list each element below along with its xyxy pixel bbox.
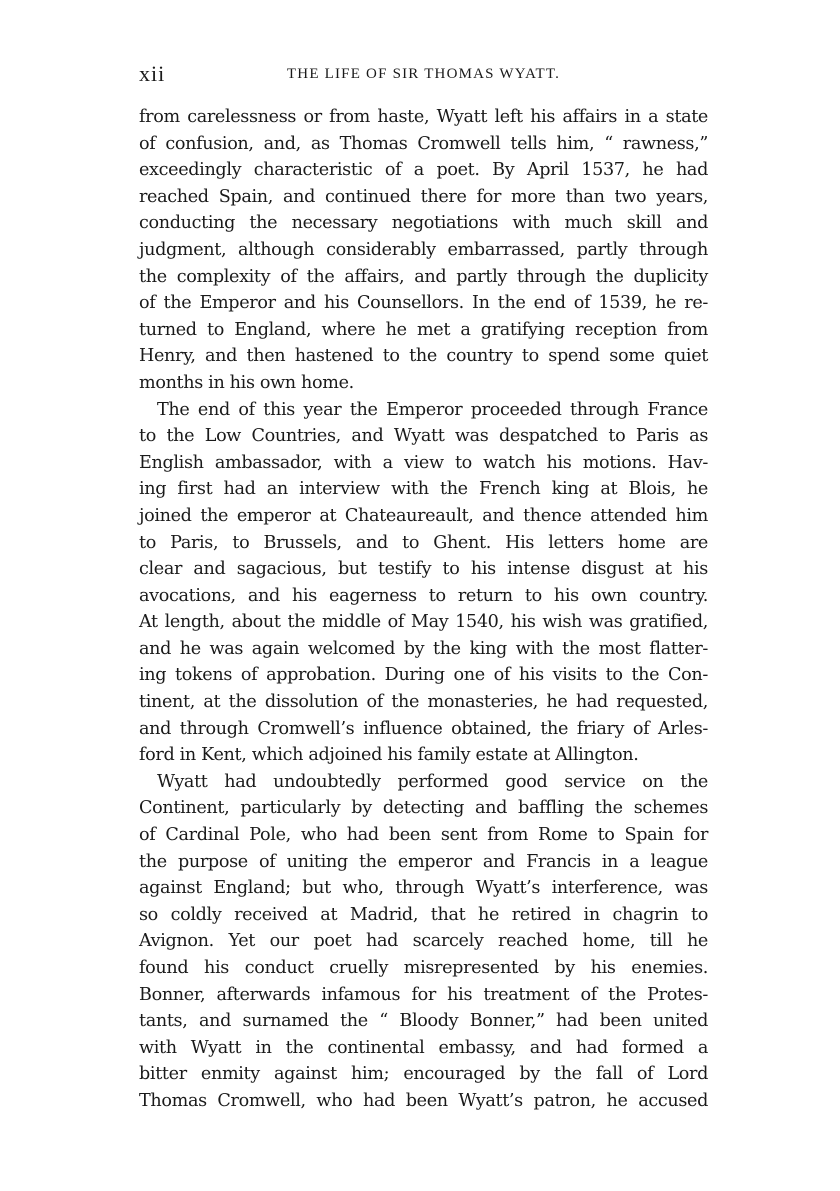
text-line: of Cardinal Pole, who had been sent from Rome to Spain for	[139, 825, 708, 846]
text-line: Continent, particularly by detecting and baffling the schemes	[139, 798, 708, 819]
text-line: avocations, and his eagerness to return to his own country.	[139, 585, 708, 606]
text-line: Avignon. Yet our poet had scarcely reached home, till he	[139, 931, 708, 952]
paragraph-2	[139, 397, 708, 769]
text-line: so coldly received at Madrid, that he retired in chagrin to	[139, 904, 708, 925]
text-line: ing tokens of approbation. During one of his visits to the Con-	[139, 665, 708, 686]
text-line: clear and sagacious, but testify to his intense disgust at his	[139, 559, 708, 580]
paragraph-3	[139, 769, 708, 1115]
running-title: THE LIFE OF SIR THOMAS WYATT.	[286, 66, 561, 82]
page-header	[139, 60, 708, 88]
text-line: joined the emperor at Chateaureault, and thence attended him	[139, 505, 708, 526]
text-line: conducting the necessary negotiations with much skill and	[139, 213, 708, 234]
text-line: tants, and surnamed the “ Bloody Bonner,” had been united	[139, 1011, 708, 1032]
text-line: with Wyatt in the continental embassy, and had formed a	[139, 1037, 708, 1058]
text-line: to the Low Countries, and Wyatt was despatched to Paris as	[139, 426, 708, 447]
text-line: months in his own home.	[139, 372, 354, 393]
text-line: turned to England, where he met a gratifying reception from	[139, 319, 708, 340]
text-line: At length, about the middle of May 1540, his wish was gratified,	[139, 612, 708, 633]
text-line: found his conduct cruelly misrepresented by his enemies.	[139, 958, 708, 978]
text-line: reached Spain, and continued there for more than two years,	[139, 186, 708, 207]
text-line: judgment, although considerably embarrassed, partly through	[139, 239, 708, 260]
text-line: of confusion, and, as Thomas Cromwell tells him, “ rawness,”	[139, 133, 708, 154]
page-number: xii	[139, 61, 166, 86]
paragraph-1	[139, 104, 708, 397]
text-line: the purpose of uniting the emperor and Francis in a league	[139, 851, 708, 872]
text-line: of the Emperor and his Counsellors. In the end of 1539, he re-	[139, 293, 708, 314]
text-line: from carelessness or from haste, Wyatt left his affairs in a state	[139, 107, 708, 127]
text-line: and through Cromwell’s influence obtained, the friary of Arles-	[139, 718, 708, 739]
body-text	[139, 104, 708, 1115]
text-line: Henry, and then hastened to the country to spend some quiet	[139, 346, 708, 367]
text-line: exceedingly characteristic of a poet. By April 1537, he had	[139, 160, 708, 181]
text-line: bitter enmity against him; encouraged by the fall of Lord	[139, 1064, 708, 1085]
text-line: ing first had an interview with the French king at Blois, he	[139, 479, 708, 500]
text-line: Bonner, afterwards infamous for his treatment of the Protes-	[139, 984, 708, 1005]
text-line: Thomas Cromwell, who had been Wyatt’s patron, he accused	[139, 1090, 708, 1111]
text-line: and he was again welcomed by the king with the most flatter-	[139, 638, 708, 659]
text-line: English ambassador, with a view to watch his motions. Hav-	[139, 452, 708, 473]
text-line: tinent, at the dissolution of the monasteries, he had requested,	[139, 692, 708, 713]
text-line: the complexity of the affairs, and partly through the duplicity	[139, 266, 708, 287]
text-line: against England; but who, through Wyatt’s interference, was	[139, 878, 708, 899]
text-line: ford in Kent, which adjoined his family estate at Allington.	[139, 745, 639, 766]
text-line: The end of this year the Emperor proceeded through France	[157, 399, 708, 420]
text-line: Wyatt had undoubtedly performed good service on the	[157, 771, 708, 792]
text-line: to Paris, to Brussels, and to Ghent. His letters home are	[139, 532, 708, 553]
